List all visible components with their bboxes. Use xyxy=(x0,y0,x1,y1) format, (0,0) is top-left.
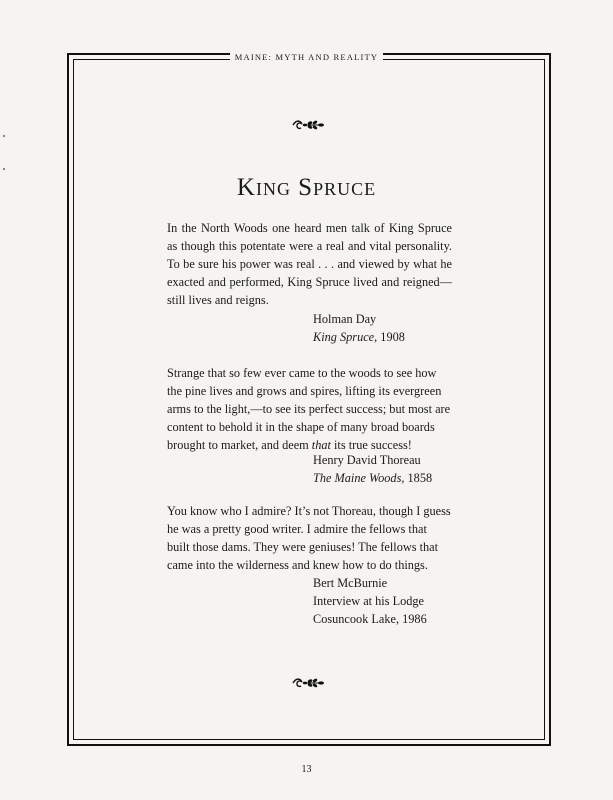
page-title: King Spruce xyxy=(236,174,377,201)
scan-mark xyxy=(3,135,5,137)
quote-text-emphasis: that xyxy=(311,438,331,452)
quote-source-line: Cosuncook Lake, 1986 xyxy=(313,612,427,626)
quote-year: 1908 xyxy=(380,330,405,344)
page-number: 13 xyxy=(301,764,312,775)
quote-attribution xyxy=(313,451,513,487)
running-head xyxy=(0,47,613,65)
quote-source: King Spruce, xyxy=(313,330,378,344)
fleuron-icon xyxy=(291,118,327,132)
quote-text-part: Strange that so few ever came to the woods to see how the pine lives and grows and spires, lifting its evergreen arms to the light,—to see its perfect success; but most are content to behold it in the shape of many broad boards brought to market, and deem xyxy=(167,366,451,452)
quote-author: Holman Day xyxy=(313,312,377,326)
quote-year: 1858 xyxy=(407,471,433,485)
scan-mark xyxy=(3,168,5,170)
quote-author: Henry David Thoreau xyxy=(313,453,421,467)
quote-text xyxy=(167,364,452,454)
fleuron-icon xyxy=(291,676,327,690)
running-head-text: MAINE: MYTH AND REALITY xyxy=(230,52,384,62)
quote-text-part: its true success! xyxy=(330,438,412,452)
quote-attribution xyxy=(313,574,513,628)
quote-text: In the North Woods one heard men talk of King Spruce as though this potentate were a real and vital personality. To be sure his power was real . . . and viewed by what he exacted and performed, King Spruce lived and reigned—still lives and reigns. xyxy=(167,221,452,307)
quote-source-line: Interview at his Lodge xyxy=(313,594,424,608)
quote-author: Bert McBurnie xyxy=(313,576,388,590)
quote-attribution xyxy=(313,310,513,346)
quote-source: The Maine Woods, xyxy=(313,471,405,485)
quote-text: You know who I admire? It’s not Thoreau, though I guess he was a pretty good writer. I admire the fellows that built those dams. They were geniuses! The fellows that came into the wilderness and knew how to do things. xyxy=(167,504,451,572)
